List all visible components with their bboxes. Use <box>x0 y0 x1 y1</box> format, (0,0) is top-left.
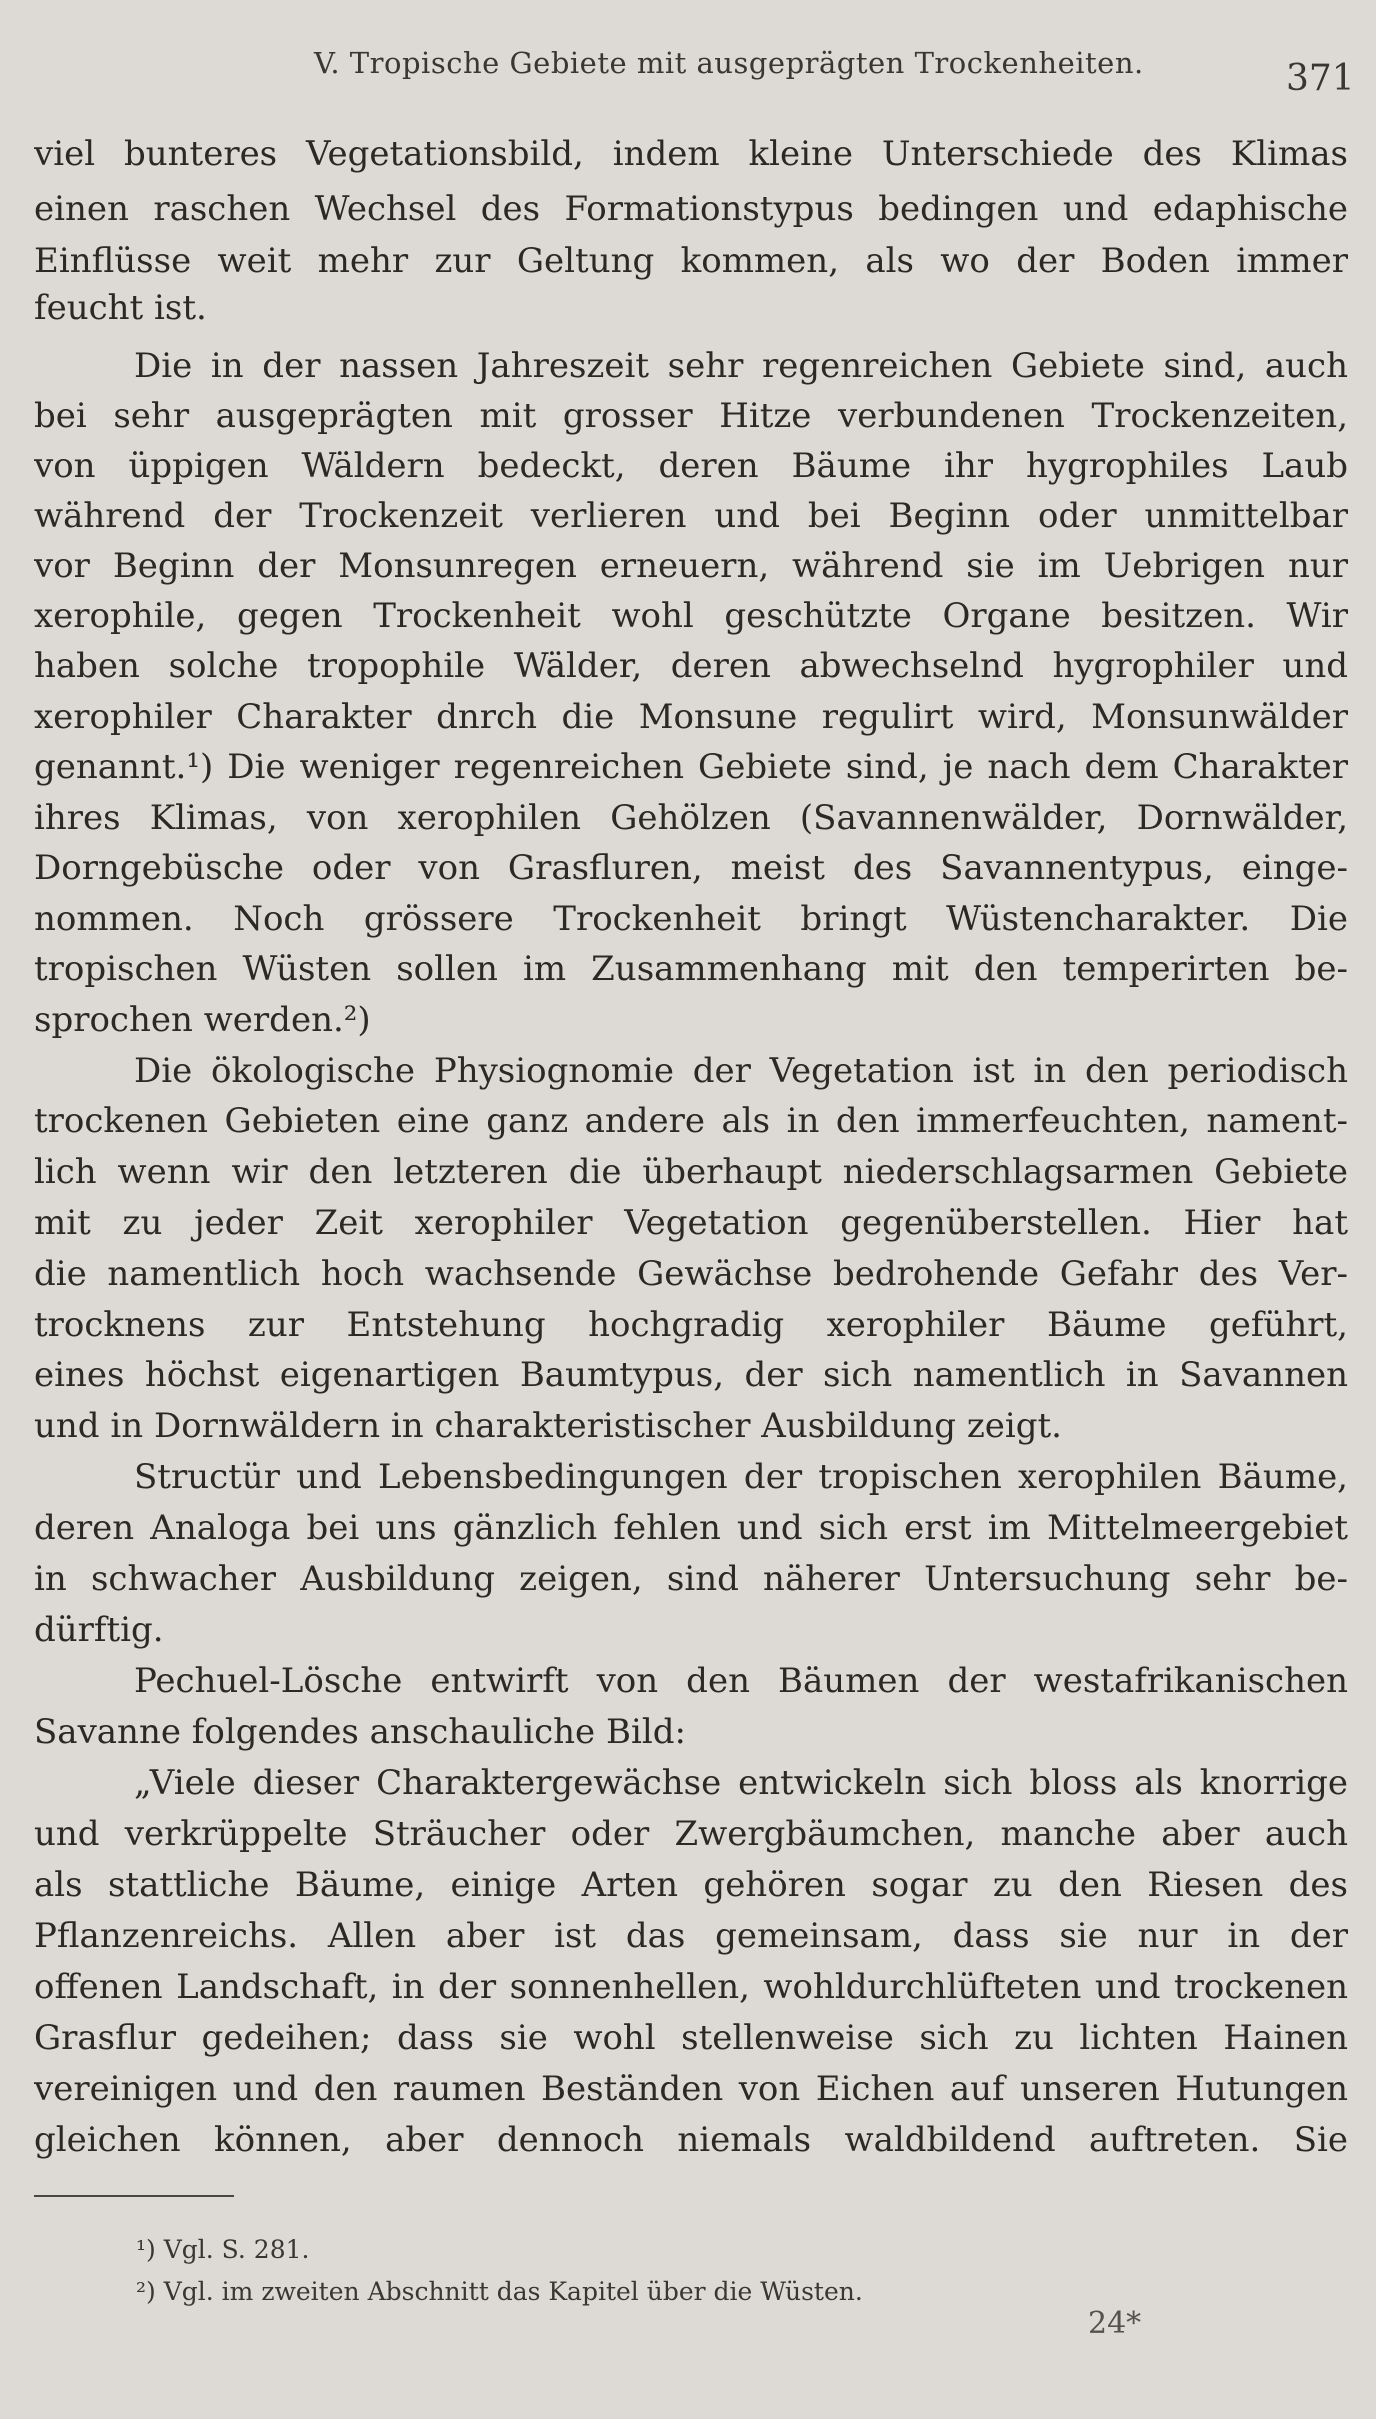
page-number: 371 <box>1286 58 1355 99</box>
text-line: Pechuel-Lösche entwirft von den Bäumen der westafrikanischen <box>134 1661 1348 1701</box>
text-line: Die ökologische Physiognomie der Vegetation ist in den periodisch <box>134 1051 1348 1091</box>
text-line: vereinigen und den raumen Beständen von Eichen auf unseren Hutungen <box>34 2069 1348 2109</box>
text-line: Pflanzenreichs. Allen aber ist das gemeinsam, dass sie nur in der <box>34 1916 1348 1956</box>
text-line: trockenen Gebieten eine ganz andere als in den immerfeuchten, nament- <box>34 1101 1348 1141</box>
text-line: gleichen können, aber dennoch niemals waldbildend auftreten. Sie <box>34 2120 1348 2160</box>
text-line: xerophile, gegen Trockenheit wohl geschützte Organe besitzen. Wir <box>34 596 1348 636</box>
text-line: dürftig. <box>34 1610 164 1650</box>
text-line: Einflüsse weit mehr zur Geltung kommen, als wo der Boden immer <box>34 241 1348 281</box>
text-line: einen raschen Wechsel des Formationstypus bedingen und edaphische <box>34 189 1348 229</box>
text-line: tropischen Wüsten sollen im Zusammenhang mit den temperirten be- <box>34 949 1348 989</box>
text-line: trocknens zur Entstehung hochgradig xerophiler Bäume geführt, <box>34 1305 1348 1345</box>
footnote-divider <box>34 2195 234 2197</box>
text-line: ihres Klimas, von xerophilen Gehölzen (Savannenwälder, Dornwälder, <box>34 798 1348 838</box>
text-line: während der Trockenzeit verlieren und bei Beginn oder unmittelbar <box>34 496 1348 536</box>
text-line: in schwacher Ausbildung zeigen, sind näherer Untersuchung sehr be- <box>34 1559 1348 1599</box>
text-line: Grasflur gedeihen; dass sie wohl stellenweise sich zu lichten Hainen <box>34 2018 1348 2058</box>
text-line: Die in der nassen Jahreszeit sehr regenreichen Gebiete sind, auch <box>134 346 1348 386</box>
text-line: Dorngebüsche oder von Grasfluren, meist des Savannentypus, einge- <box>34 848 1348 888</box>
text-line: sprochen werden.²) <box>34 1000 371 1040</box>
text-line: mit zu jeder Zeit xerophiler Vegetation gegenüberstellen. Hier hat <box>34 1203 1348 1243</box>
text-line: und in Dornwäldern in charakteristischer Ausbildung zeigt. <box>34 1406 1062 1446</box>
text-line: „Viele dieser Charaktergewächse entwickeln sich bloss als knorrige <box>134 1763 1348 1803</box>
footnote: ¹) Vgl. S. 281. <box>136 2235 310 2264</box>
text-line: eines höchst eigenartigen Baumtypus, der sich namentlich in Savannen <box>34 1355 1348 1395</box>
text-line: Structür und Lebensbedingungen der tropischen xerophilen Bäume, <box>134 1457 1348 1497</box>
text-line: Savanne folgendes anschauliche Bild: <box>34 1712 686 1752</box>
text-line: die namentlich hoch wachsende Gewächse bedrohende Gefahr des Ver- <box>34 1254 1348 1294</box>
running-head: V. Tropische Gebiete mit ausgeprägten Trockenheiten. <box>314 46 1144 80</box>
text-line: feucht ist. <box>34 288 207 328</box>
text-line: haben solche tropophile Wälder, deren abwechselnd hygrophiler und <box>34 646 1348 686</box>
text-line: nommen. Noch grössere Trockenheit bringt Wüstencharakter. Die <box>34 899 1348 939</box>
text-line: als stattliche Bäume, einige Arten gehören sogar zu den Riesen des <box>34 1865 1348 1905</box>
text-line: genannt.¹) Die weniger regenreichen Gebiete sind, je nach dem Charakter <box>34 747 1348 787</box>
text-line: deren Analoga bei uns gänzlich fehlen und sich erst im Mittelmeergebiet <box>34 1508 1348 1548</box>
text-line: viel bunteres Vegetationsbild, indem kleine Unterschiede des Klimas <box>34 134 1348 174</box>
footnote: ²) Vgl. im zweiten Abschnitt das Kapitel über die Wüsten. <box>136 2277 863 2306</box>
text-line: vor Beginn der Monsunregen erneuern, während sie im Uebrigen nur <box>34 546 1348 586</box>
text-line: bei sehr ausgeprägten mit grosser Hitze verbundenen Trockenzeiten, <box>34 396 1348 436</box>
text-line: lich wenn wir den letzteren die überhaupt niederschlagsarmen Gebiete <box>34 1152 1348 1192</box>
text-line: von üppigen Wäldern bedeckt, deren Bäume ihr hygrophiles Laub <box>34 446 1348 486</box>
text-line: xerophiler Charakter dnrch die Monsune regulirt wird, Monsunwälder <box>34 697 1348 737</box>
text-line: offenen Landschaft, in der sonnenhellen, wohldurchlüfteten und trockenen <box>34 1967 1348 2007</box>
text-line: und verkrüppelte Sträucher oder Zwergbäumchen, manche aber auch <box>34 1814 1348 1854</box>
sheet-signature: 24* <box>1088 2306 1142 2341</box>
